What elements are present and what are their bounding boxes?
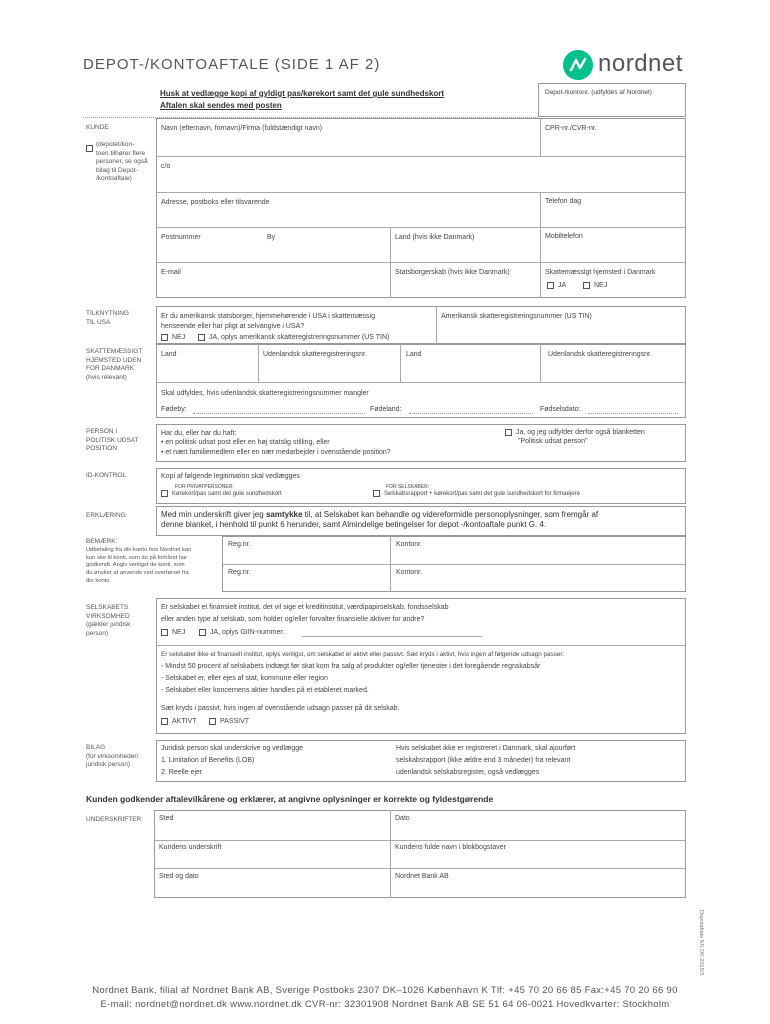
- email-label: E-mail: [161, 269, 181, 276]
- citizenship-label: Statsborgerskab (hvis ikke Danmark): [395, 269, 510, 276]
- bilag-r3: udenlandsk selskabsregister, også vedlægges: [396, 769, 540, 776]
- bilag-l1: Juridisk person skal underskrive og vedlægge: [161, 745, 304, 752]
- bank-note: Udbetaling fra din konto hos Nordnet kan kun ske til konti, som du på forhånd har godkendt. Angiv venligst de konti, som du ønsker at anvende ved overførsel fra din konto.: [86, 547, 192, 584]
- erklaering-consent: samtykke: [265, 510, 303, 519]
- nej-label: NEJ: [172, 629, 186, 636]
- birthland-field[interactable]: [409, 413, 533, 414]
- reminder-line-1: Husk at vedlægge kopi af gyldigt pas/kørekort samt det gule sundhedskort: [160, 89, 445, 98]
- section-kunde: KUNDE: [86, 124, 109, 131]
- birthplace-label: Fødeby:: [161, 406, 187, 413]
- section-erklaering: ERKLÆRING: [86, 512, 126, 519]
- section-selskab: SELSKABETS VIRKSOMHED (gælder juridisk person): [86, 604, 131, 637]
- divider: [258, 344, 259, 382]
- id-private-checkbox[interactable]: [161, 490, 282, 498]
- selskab-p3: - Selskabet er, eller ejes af stat, kommune eller region: [161, 675, 328, 682]
- erklaering-line-1: [161, 510, 598, 520]
- birthland-label: Fødeland:: [370, 406, 402, 413]
- erklaering-text-c: til, at Selskabet kan behandle og videreformidle personoplysninger, som fremgår af: [302, 510, 599, 519]
- joint-owner-note: (depotet/kon- toen tilhører flere personer, se også bilag til Depot- /kontoaftale): [96, 141, 148, 182]
- section-id: ID-KONTROL: [86, 472, 127, 479]
- bank-name-label: Nordnet Bank AB: [395, 873, 449, 880]
- divider: [400, 344, 401, 382]
- section-bilag: BILAG (for virksomheder/ juridisk person): [86, 744, 139, 768]
- section-bank: BEMÆRK:: [86, 538, 118, 545]
- cpr-label: CPR-nr./CVR-nr.: [545, 125, 597, 132]
- taxres-nej-checkbox[interactable]: [583, 281, 607, 290]
- country-label: Land (hvis ikke Danmark): [395, 234, 475, 241]
- selskab-p1: Er selskabet ikke et finansielt institut, oplys venligst, om selskabet er aktivt eller passivt. Sæt kryds i aktivt, hvis ingen af følgende udsagn passer:: [161, 651, 565, 658]
- ja-giin-label: JA, oplys GIIN-nummer:: [210, 629, 285, 636]
- pep-yes-label-2: "Politisk udsat person": [518, 438, 588, 445]
- taxres-ja-checkbox[interactable]: [547, 281, 566, 290]
- passivt-label: PASSIVT: [220, 718, 250, 725]
- birthdate-label: Fødselsdato:: [540, 406, 581, 413]
- id-private-head: FOR PRIVATPERSONER:: [175, 484, 234, 490]
- divider: [540, 118, 541, 156]
- tax-land-1: Land: [161, 351, 177, 358]
- selskab-q2: eller anden type af selskab, som holder og/eller forvalter finansielle aktiver for andre?: [161, 616, 425, 623]
- aktivt-checkbox[interactable]: [161, 717, 197, 726]
- birthplace-field[interactable]: [193, 413, 365, 414]
- selskab-q1: Er selskabet et finansielt institut, det vil sige et kreditinstitut, værdipapirselskab, fondsselskab: [161, 604, 449, 611]
- page-title: DEPOT-/KONTOAFTALE (SIDE 1 AF 2): [83, 56, 381, 73]
- divider: [222, 564, 686, 565]
- nordnet-logo-text: nordnet: [598, 50, 683, 77]
- tax-land-2: Land: [406, 351, 422, 358]
- konto-1-label: Kontonr.: [396, 541, 423, 548]
- bilag-r2: selskabsrapport (ikke ældre end 3 måneder) fra relevant: [396, 757, 571, 764]
- usa-question-2: henseende eller har pligt at selvangive i USA?: [161, 323, 305, 330]
- taxres-label: Skattemæssigt hjemsted i Danmark: [545, 269, 656, 276]
- pep-bullet-1: • en politisk udsat post eller en høj statslig stilling, eller: [161, 439, 330, 446]
- customer-fullname-label: Kundens fulde navn i blokbogstaver: [395, 844, 506, 851]
- ja-label: JA: [558, 282, 567, 289]
- usa-ja-checkbox[interactable]: [198, 333, 389, 342]
- konto-2-label: Kontonr.: [396, 569, 423, 576]
- nej-label: NEJ: [594, 282, 608, 289]
- selskab-p5: Sæt kryds i passivt, hvis ingen af ovenstående udsagn passer på dit selskab.: [161, 705, 400, 712]
- us-tin-label: Amerikansk skatteregistreringsnummer (US TIN): [441, 313, 592, 320]
- divider: [156, 156, 686, 157]
- nordnet-logo-icon: [563, 50, 593, 80]
- section-pep: PERSON I POLITISK UDSAT POSITION: [86, 428, 139, 452]
- co-label: c/o: [161, 163, 171, 170]
- divider: [154, 868, 686, 869]
- address-label: Adresse, postboks eller tilsvarende: [161, 199, 270, 206]
- depot-number-label: Depot-/kontonr. (udfyldes af Nordnet): [545, 89, 652, 96]
- tax-tin-1: Udenlandsk skatteregistreringsnr.: [263, 351, 367, 358]
- divider: [390, 810, 391, 898]
- aktivt-label: AKTIVT: [172, 718, 197, 725]
- selskab-p2: - Mindst 50 procent af selskabets indtægt før skat kom fra salg af produkter og/eller tjenester i det foregående regnskabsår: [161, 663, 541, 670]
- approval-text: Kunden godkender aftalevilkårene og erklærer, at angivne oplysninger er korrekte og fyldestgørende: [86, 794, 494, 804]
- pep-bullet-2: • et nært familiemedlem eller en nær medarbejder i ovenstående position?: [161, 449, 391, 456]
- divider: [156, 227, 686, 228]
- footer-line-2: E-mail: nordnet@nordnet.dk www.nordnet.dk CVR-nr: 32301908 Nordnet Bank AB SE 51 64 06-0021 Hovedkvarter: Stockholm: [100, 999, 670, 1010]
- customer-signature-label: Kundens underskrift: [159, 844, 222, 851]
- usa-nej-checkbox[interactable]: [161, 333, 185, 342]
- pep-yes-label: Ja, og jeg udfylder derfor også blanketten: [516, 429, 645, 436]
- id-company-checkbox[interactable]: [373, 490, 580, 498]
- signatures-box: [154, 810, 686, 898]
- form-code: Depotaftale NN DK 2015/3: [698, 910, 704, 976]
- section-signatures: UNDERSKRIFTER: [86, 816, 142, 823]
- tax-tin-2: Udenlandsk skatteregistreringsnr.: [548, 351, 652, 358]
- tax-note: Skal udfyldes, hvis udenlandsk skatteregistreringsnummer mangler: [161, 390, 369, 397]
- id-company-text: Selskabsrapport + kørekort/pas samt det gule sundhedskort for firmaejere: [384, 491, 580, 498]
- bilag-l2: 1. Limitation of Benefits (LOB): [161, 757, 255, 764]
- divider: [540, 192, 541, 298]
- section-usa: TILKNYTNING TIL USA: [86, 310, 129, 326]
- passivt-checkbox[interactable]: [209, 717, 249, 726]
- section-tax: SKATTEMÆSSIGT HJEMSTED UDEN FOR DANMARK (hvis relevant): [86, 348, 143, 381]
- divider: [436, 306, 437, 344]
- phone-label: Telefon dag: [545, 198, 582, 205]
- divider: [156, 382, 686, 383]
- ja-label: JA, oplys amerikansk skatteregistreringsnummer (US TIN): [209, 334, 390, 341]
- divider: [540, 344, 541, 382]
- id-company-head: FOR SELSKABER:: [386, 484, 430, 490]
- divider: [156, 262, 686, 263]
- regnr-2-label: Reg.nr.: [228, 569, 251, 576]
- giin-field[interactable]: [302, 636, 482, 637]
- pep-question: Har du, eller har du haft:: [161, 430, 237, 437]
- mobile-label: Mobiltelefon: [545, 233, 583, 240]
- bilag-l3: 2. Reelle ejer: [161, 769, 203, 776]
- footer-line-1: Nordnet Bank, filial af Nordnet Bank AB, Sverige Postboks 2307 DK–1026 København K Tlf: +45 70 20 66 85 Fax:+45 70 20 66 90: [92, 985, 678, 996]
- bilag-r1: Hvis selskabet ikke er registreret i Danmark, skal ajourført: [396, 745, 576, 752]
- divider: [154, 840, 686, 841]
- regnr-1-label: Reg.nr.: [228, 541, 251, 548]
- divider: [156, 645, 686, 646]
- nej-label: NEJ: [172, 334, 186, 341]
- sign-date-label: Dato: [395, 815, 410, 822]
- birthdate-field[interactable]: [588, 413, 678, 414]
- city-label: By: [267, 234, 276, 241]
- bank-place-date-label: Sted og dato: [159, 873, 199, 880]
- id-private-text: Kørekort/pas samt det gule sundhedskort: [172, 491, 282, 498]
- selskab-ja-checkbox[interactable]: [199, 628, 285, 637]
- selskab-p4: - Selskabet eller koncernens aktier handles på et etableret marked.: [161, 687, 369, 694]
- erklaering-text-a: Med min underskrift giver jeg: [161, 510, 266, 519]
- pep-yes-checkbox[interactable]: [505, 428, 645, 437]
- reminder-line-2: Aftalen skal sendes med posten: [160, 101, 282, 110]
- id-intro: Kopi af følgende legitimation skal vedlægges: [161, 473, 300, 480]
- sign-place-label: Sted: [159, 815, 174, 822]
- postnr-label: Postnummer: [161, 234, 201, 241]
- divider: [156, 192, 686, 193]
- erklaering-line-2: denne blanket, i henhold til punkt 6 herunder, samt Almindelige betingelser for depot -/kontoaftale punkt G. 4.: [161, 520, 547, 529]
- selskab-nej-checkbox[interactable]: [161, 628, 185, 637]
- usa-question-1: Er du amerikansk statsborger, hjemmehørende i USA i skattemæssig: [161, 313, 375, 320]
- name-label: Navn (efternavn, fornavn)/Firma (fuldstændigt navn): [161, 125, 323, 132]
